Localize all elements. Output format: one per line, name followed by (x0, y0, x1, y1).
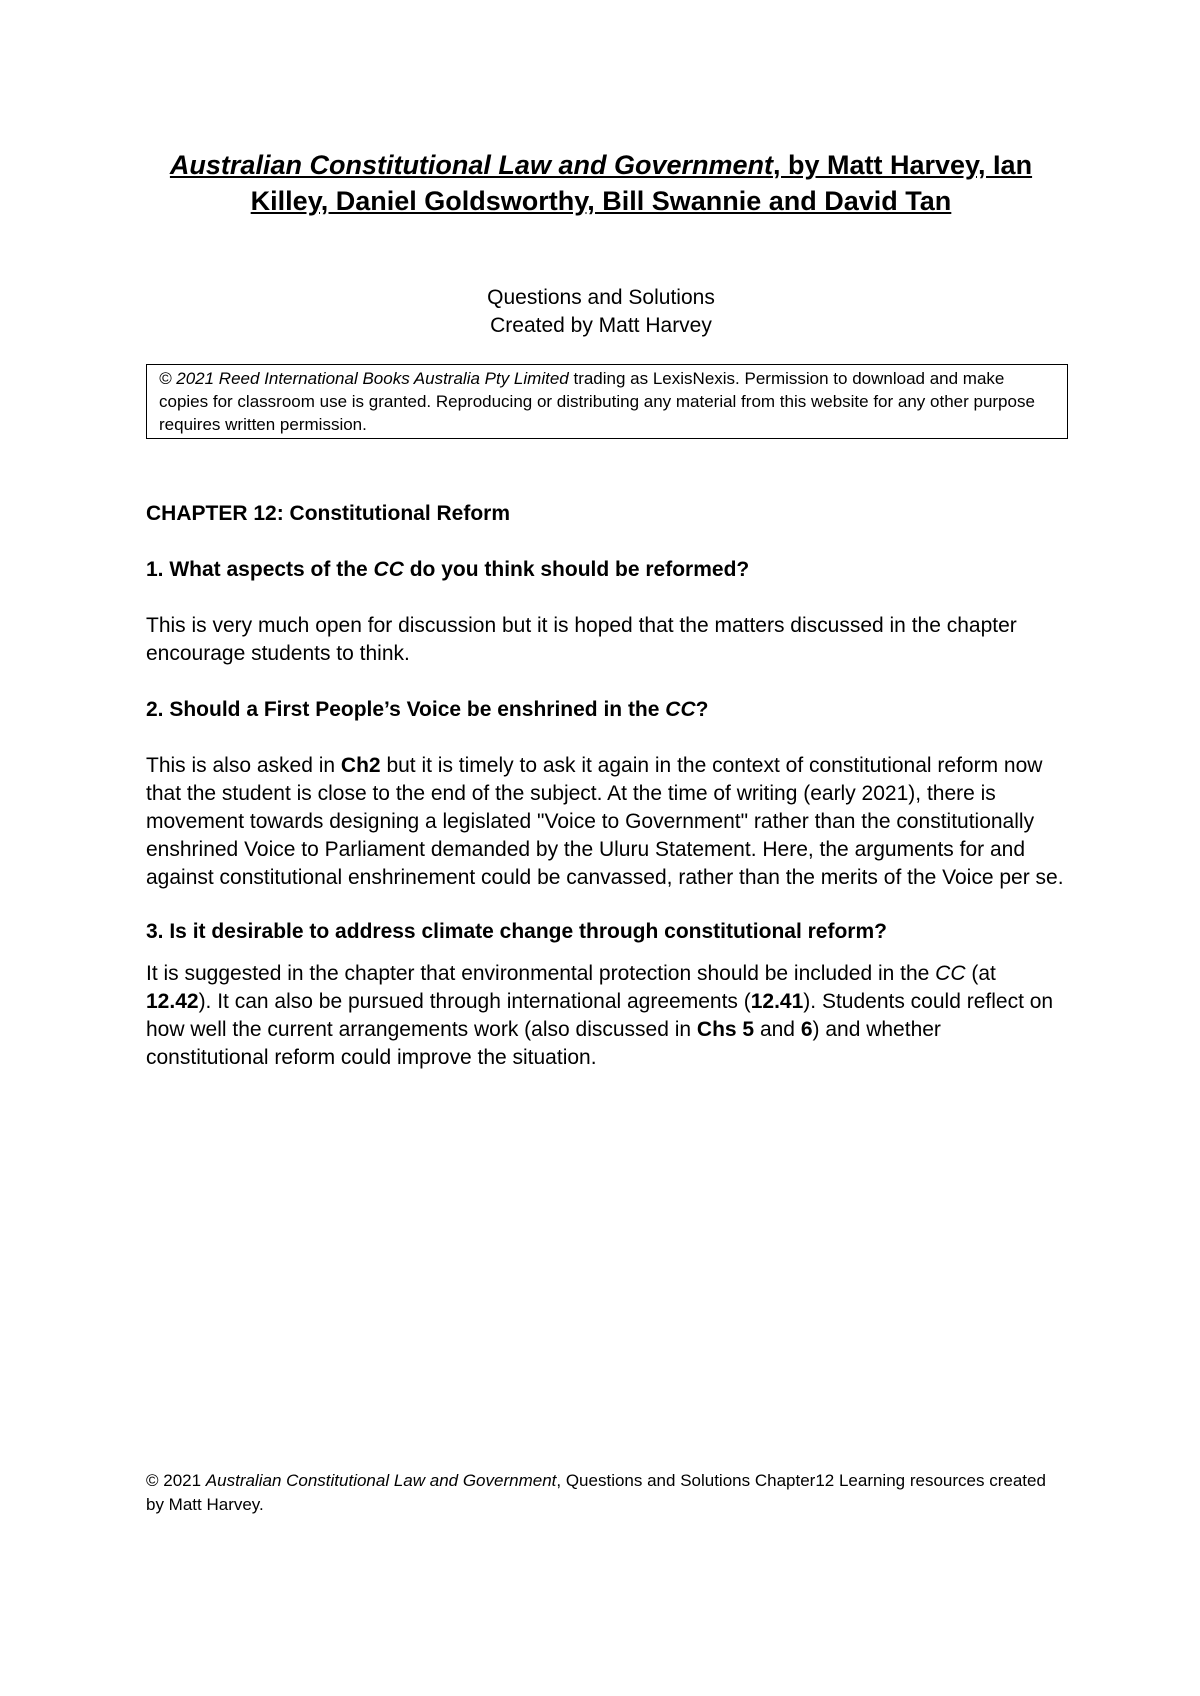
answer-3-ref-3: Chs 5 (696, 1018, 755, 1041)
answer-2-text-end: but it is timely to ask it again in the context of constitutional reform now that the student is close to the end of the subject. At the time of writing (early 2021), there is movement towards designing a legislated "Voice to Government" rather than the constitutionally enshrined Voice to Parliament demanded by the Uluru Statement. Here, the arguments for and against constitutional enshrinement could be canvassed, rather than the merits of the Voice per se. (146, 754, 1064, 889)
question-2-italic: CC (665, 698, 696, 721)
chapter-heading: CHAPTER 12: Constitutional Reform (146, 502, 511, 525)
question-1-italic: CC (373, 558, 404, 581)
document-body (146, 500, 1066, 1072)
copyright-notice-box (146, 364, 1068, 439)
answer-3-text-2: (at (965, 962, 996, 985)
subtitle-line2: Created by Matt Harvey (490, 314, 712, 337)
answer-2-ref: Ch2 (340, 754, 381, 777)
answer-3-text-6: ) and whether constitutional reform could improve the situation. (146, 1018, 941, 1069)
answer-3-text-5: and (754, 1018, 801, 1041)
answer-3-italic: CC (935, 962, 966, 985)
book-title: Australian Constitutional Law and Government (169, 150, 773, 180)
question-3: 3. Is it desirable to address climate change through constitutional reform? (146, 920, 887, 943)
footer-book-title: Australian Constitutional Law and Government (205, 1471, 557, 1490)
question-1 (146, 556, 1066, 584)
authors-line1: , by Matt Harvey, Ian (772, 150, 1033, 180)
footer-suffix: , Questions and Solutions Chapter12 Learning resources created by Matt Harvey. (146, 1471, 1046, 1514)
question-1-text-end: do you think should be reformed? (403, 558, 750, 581)
answer-3-text-3: ). It can also be pursued through international agreements ( (198, 990, 751, 1013)
answer-3-ref-2: 12.41 (750, 990, 804, 1013)
question-1-text: 1. What aspects of the (146, 558, 374, 581)
answer-2-text: This is also asked in (146, 754, 341, 777)
authors-line2: Killey, Daniel Goldsworthy, Bill Swannie and David Tan (250, 186, 952, 216)
copyright-publisher: © 2021 Reed International Books Australia Pty Limited (159, 369, 569, 388)
answer-3-ref-1: 12.42 (146, 990, 199, 1013)
question-2-text-end: ? (695, 698, 709, 721)
answer-3-text-4: ). Students could reflect on how well the current arrangements work (also discussed in (146, 990, 1054, 1041)
answer-1: This is very much open for discussion but it is hoped that the matters discussed in the chapter encourage students to think. (146, 614, 1017, 665)
copyright-text: trading as LexisNexis. Permission to download and make copies for classroom use is granted. Reproducing or distributing any material from this website for any other purpose requires written permission. (159, 369, 1035, 434)
answer-3-ref-4: 6 (800, 1018, 813, 1041)
subtitle-line1: Questions and Solutions (487, 286, 715, 309)
answer-3-text-1: It is suggested in the chapter that environmental protection should be included in the (146, 962, 936, 985)
answer-3 (146, 960, 1066, 1072)
document-title (146, 147, 1056, 219)
question-2-text: 2. Should a First People’s Voice be enshrined in the (146, 698, 666, 721)
footer-prefix: © 2021 (146, 1471, 206, 1490)
document-subtitle (146, 284, 1056, 340)
answer-2 (146, 752, 1066, 892)
question-2 (146, 696, 1066, 724)
page-footer (146, 1469, 1066, 1517)
